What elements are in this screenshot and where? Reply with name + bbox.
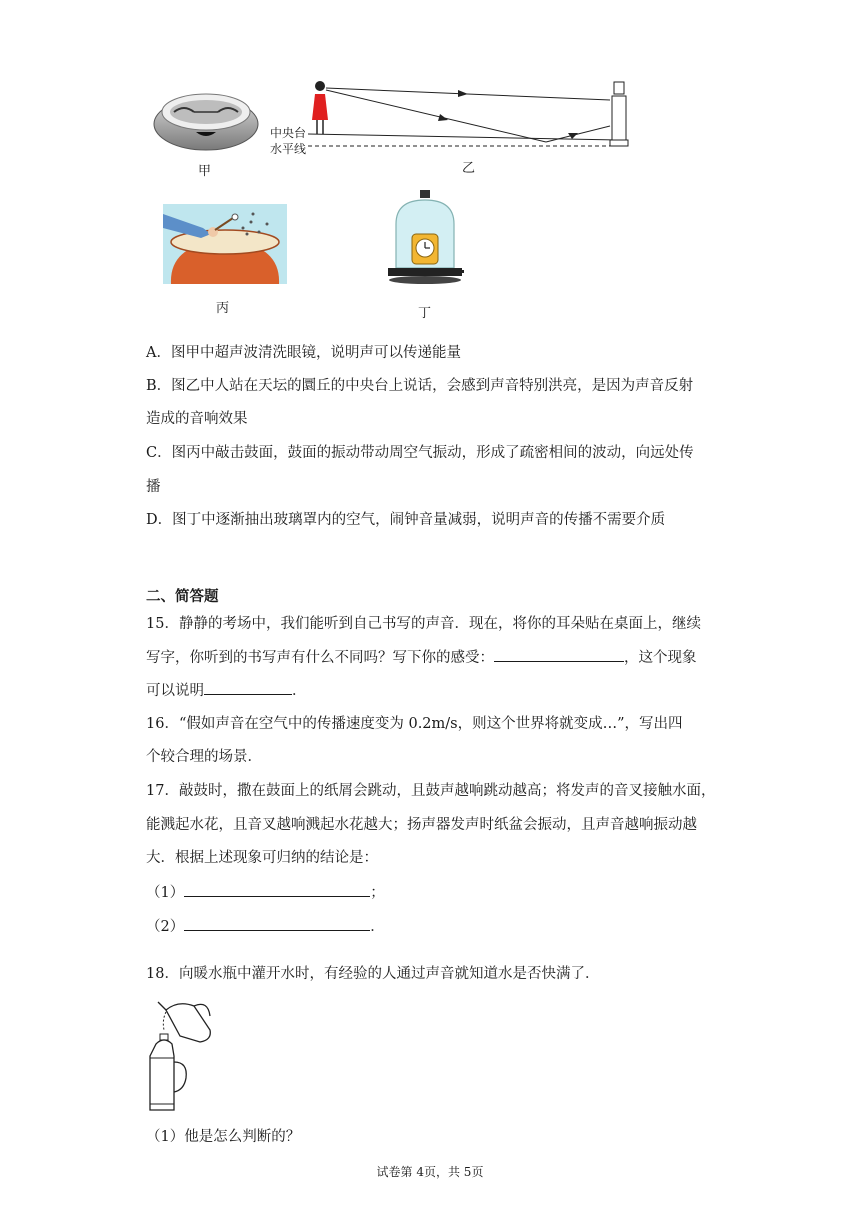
figure-yi xyxy=(268,76,638,158)
question-17-line1: 17．敲鼓时，撒在鼓面上的纸屑会跳动，且鼓声越响跳动越高；将发声的音叉接触水面， xyxy=(146,783,716,799)
answer-blank-15b[interactable] xyxy=(204,680,292,695)
figure-ding xyxy=(384,190,466,290)
drum-illustration xyxy=(163,204,287,284)
question-15-line1: 15．静静的考场中，我们能听到自己书写的声音．现在，将你的耳朵贴在桌面上，继续 xyxy=(146,616,701,632)
question-15-line2-end: ，这个现象 xyxy=(624,650,697,666)
thermos-illustration xyxy=(144,996,216,1114)
question-15-line3 xyxy=(146,680,307,701)
figure-bing xyxy=(163,204,287,284)
answer-blank-15a[interactable] xyxy=(494,647,624,662)
question-16-line2: 个较合理的场景． xyxy=(146,749,262,765)
figure-yi-label: 乙 xyxy=(462,161,476,176)
question-15-line2 xyxy=(146,647,697,668)
figure-yi-horizon-label: 水平线 xyxy=(270,142,307,156)
option-b-cont: 造成的音响效果 xyxy=(146,411,248,427)
option-a: A．图甲中超声波清洗眼镜，说明声可以传递能量 xyxy=(146,345,461,361)
section-title: 二、简答题 xyxy=(146,589,219,605)
question-16-line1: 16．“假如声音在空气中的传播速度变为 0.2m/s，则这个世界将就变成…”，写出四 xyxy=(146,716,683,732)
figure-jia xyxy=(150,82,262,154)
figure-jia-label: 甲 xyxy=(198,164,212,179)
question-17-line3: 大．根据上述现象可归纳的结论是： xyxy=(146,850,378,866)
option-c: C．图丙中敲击鼓面，鼓面的振动带动周空气振动，形成了疏密相间的波动，向远处传 xyxy=(146,445,694,461)
question-17-sub1-end: ； xyxy=(370,885,385,901)
question-17-sub2 xyxy=(146,916,385,937)
option-b: B．图乙中人站在天坛的圜丘的中央台上说话，会感到声音特别洪亮，是因为声音反射 xyxy=(146,378,694,394)
question-17-sub2-end: ． xyxy=(370,919,385,935)
question-15-line3-text: 可以说明 xyxy=(146,683,204,699)
question-17-sub2-label: （2） xyxy=(146,919,185,935)
bell-jar-illustration xyxy=(384,190,466,290)
option-c-cont: 播 xyxy=(146,479,161,495)
figure-ding-label: 丁 xyxy=(418,306,432,321)
figure-bing-label: 丙 xyxy=(216,301,230,316)
question-17-line2: 能溅起水花，且音叉越响溅起水花越大；扬声器发声时纸盆会振动，且声音越响振动越 xyxy=(146,817,697,833)
answer-blank-17-1[interactable] xyxy=(184,882,370,897)
question-15-line3-end: ． xyxy=(292,683,307,699)
ultrasonic-cleaner-illustration xyxy=(150,82,262,154)
question-17-sub1-label: （1） xyxy=(146,885,185,901)
echo-diagram xyxy=(268,76,638,158)
answer-blank-17-2[interactable] xyxy=(184,916,370,931)
question-15-line2-text: 写字，你听到的书写声有什么不同吗？写下你的感受： xyxy=(146,650,494,666)
figure-thermos xyxy=(144,996,216,1114)
figure-yi-center-label: 中央台 xyxy=(270,126,307,140)
question-18-sub1: （1）他是怎么判断的？ xyxy=(146,1129,301,1145)
option-d: D．图丁中逐渐抽出玻璃罩内的空气，闹钟音量减弱，说明声音的传播不需要介质 xyxy=(146,512,666,528)
page-footer: 试卷第 4页，共 5页 xyxy=(376,1165,484,1179)
question-18-line1: 18．向暖水瓶中灌开水时，有经验的人通过声音就知道水是否快满了． xyxy=(146,966,600,982)
question-17-sub1 xyxy=(146,882,385,903)
